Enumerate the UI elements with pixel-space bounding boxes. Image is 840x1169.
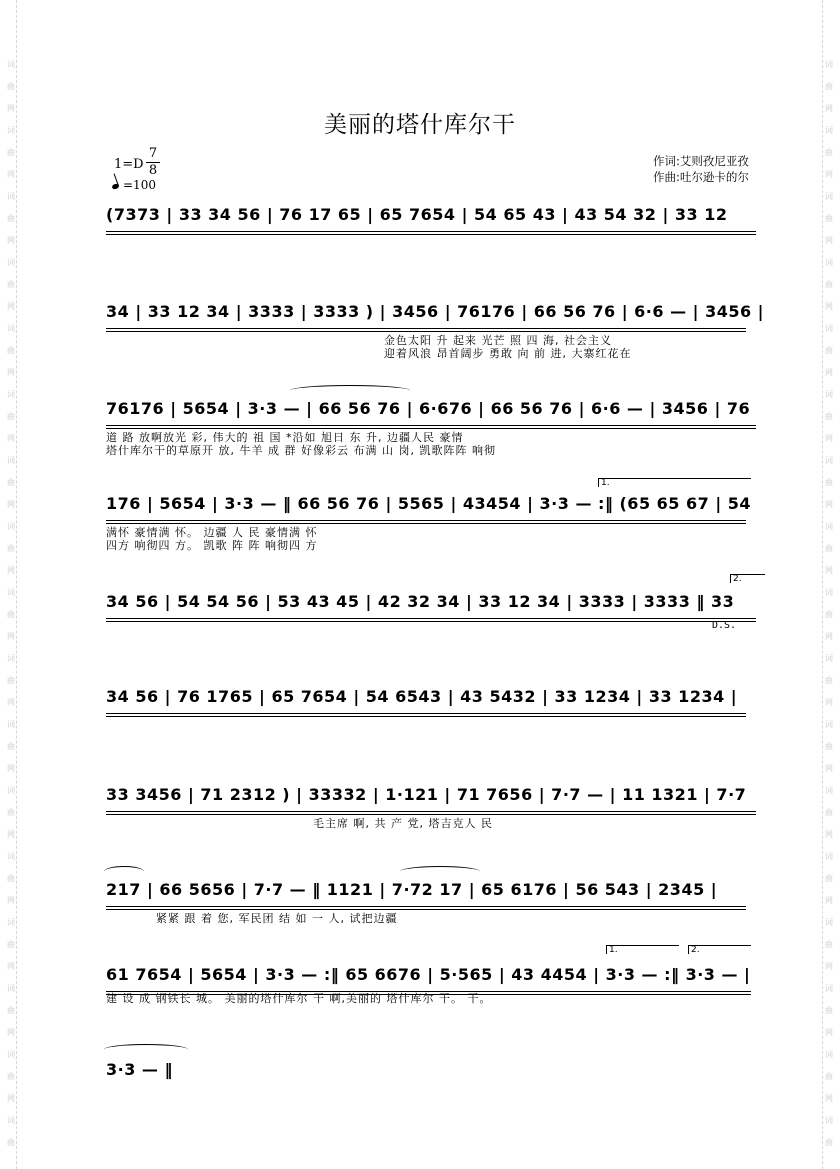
watermark-glyph: 词 [7, 456, 15, 465]
quarter-note-icon [111, 183, 119, 190]
watermark-glyph: 网 [825, 236, 833, 245]
watermark-glyph: 词 [7, 258, 15, 267]
watermark-glyph: 曲 [825, 412, 833, 421]
watermark-glyph: 词 [825, 654, 833, 663]
watermark-glyph: 曲 [7, 874, 15, 883]
notation-line: 176 | 5654 | 3·3 — ‖ 66 56 76 | 5565 | 43454 | 3·3 — :‖ (65 65 67 | 54 [106, 494, 751, 513]
volta-bracket-2: 2. [730, 574, 765, 583]
watermark-glyph: 曲 [7, 808, 15, 817]
watermark-glyph: 曲 [825, 742, 833, 751]
watermark-glyph: 词 [825, 522, 833, 531]
watermark-glyph: 网 [7, 962, 15, 971]
composer-credit: 作曲:吐尔逊卡的尔 [653, 170, 749, 184]
notation-line: (7373 | 33 34 56 | 76 17 65 | 65 7654 | 54 65 43 | 43 54 32 | 33 12 [106, 205, 728, 224]
slur [290, 385, 410, 396]
watermark-glyph: 网 [7, 896, 15, 905]
tempo-marking [112, 178, 156, 192]
watermark-glyph: 词 [825, 258, 833, 267]
watermark-glyph: 网 [7, 632, 15, 641]
lyric-line: 建 设 成 钢铁长 城。 美丽的塔什库尔 干 啊,美丽的 塔什库尔 干。 干。 [106, 992, 492, 1005]
watermark-glyph: 曲 [825, 874, 833, 883]
notation-line: 33 3456 | 71 2312 ) | 33332 | 1·121 | 71 7656 | 7·7 — | 11 1321 | 7·7 [106, 785, 747, 804]
watermark-glyph: 曲 [7, 1138, 15, 1147]
watermark-glyph: 词 [825, 984, 833, 993]
watermark-glyph: 词 [7, 852, 15, 861]
watermark-glyph: 曲 [7, 610, 15, 619]
notation-line: 34 56 | 76 1765 | 65 7654 | 54 6543 | 43 5432 | 33 1234 | 33 1234 | [106, 687, 738, 706]
left-watermark-strip [0, 0, 22, 1169]
watermark-glyph: 词 [825, 324, 833, 333]
watermark-glyph: 词 [7, 918, 15, 927]
beam-underline [106, 231, 756, 235]
lyric-verse-1: 金色太阳 升 起来 光芒 照 四 海, 社会主义 [384, 334, 612, 347]
watermark-glyph: 词 [825, 852, 833, 861]
watermark-glyph: 曲 [825, 214, 833, 223]
watermark-glyph: 词 [825, 126, 833, 135]
watermark-glyph: 词 [825, 786, 833, 795]
time-signature [146, 146, 160, 179]
lyric-line: 紧紧 跟 着 您, 军民团 结 如 一 人, 试把边疆 [156, 912, 398, 925]
watermark-glyph: 网 [7, 764, 15, 773]
notation-line: 76176 | 5654 | 3·3 — | 66 56 76 | 6·676 | 66 56 76 | 6·6 — | 3456 | 76 [106, 399, 751, 418]
watermark-glyph: 词 [825, 1116, 833, 1125]
watermark-glyph: 曲 [7, 214, 15, 223]
notation-line: 34 56 | 54 54 56 | 53 43 45 | 42 32 34 | 33 12 34 | 3333 | 3333 ‖ 33 [106, 592, 735, 611]
slur [104, 1044, 188, 1055]
lyric-verse-1: 满怀 豪情满 怀。 边疆 人 民 豪情满 怀 [106, 526, 318, 539]
watermark-glyph: 网 [825, 632, 833, 641]
volta-bracket-2: 2. [688, 945, 751, 954]
beam-underline [106, 618, 756, 622]
watermark-glyph: 曲 [7, 478, 15, 487]
watermark-glyph: 曲 [825, 148, 833, 157]
watermark-glyph: 词 [7, 390, 15, 399]
watermark-glyph: 曲 [7, 1072, 15, 1081]
watermark-glyph: 网 [825, 1028, 833, 1037]
watermark-glyph: 词 [7, 60, 15, 69]
notation-line: 34 | 33 12 34 | 3333 | 3333 ) | 3456 | 76176 | 66 56 76 | 6·6 — | 3456 | [106, 302, 765, 321]
watermark-glyph: 词 [825, 60, 833, 69]
watermark-glyph: 网 [825, 698, 833, 707]
watermark-glyph: 曲 [7, 1006, 15, 1015]
dal-segno-mark: D.S. [712, 620, 737, 631]
watermark-glyph: 曲 [7, 544, 15, 553]
watermark-glyph: 词 [825, 588, 833, 597]
watermark-glyph: 词 [825, 918, 833, 927]
lyric-line: 毛主席 啊, 共 产 党, 塔吉克人 民 [313, 817, 493, 830]
watermark-glyph: 词 [7, 1050, 15, 1059]
watermark-glyph: 网 [825, 104, 833, 113]
lyric-verse-1: 道 路 放啊放光 彩, 伟大的 祖 国 *沿如 旭日 东 升, 边疆人民 豪情 [106, 431, 464, 444]
watermark-glyph: 网 [825, 434, 833, 443]
watermark-glyph: 网 [825, 368, 833, 377]
watermark-glyph: 网 [7, 302, 15, 311]
volta-bracket-1: 1. [606, 945, 679, 954]
watermark-glyph: 词 [7, 126, 15, 135]
watermark-glyph: 词 [825, 456, 833, 465]
watermark-glyph: 曲 [825, 808, 833, 817]
watermark-glyph: 词 [7, 984, 15, 993]
slur [400, 866, 480, 877]
volta-bracket-1: 1. [598, 478, 751, 487]
watermark-glyph: 网 [825, 302, 833, 311]
meter-top: 7 [148, 146, 158, 161]
watermark-glyph: 网 [7, 1094, 15, 1103]
watermark-glyph: 词 [7, 192, 15, 201]
watermark-glyph: 网 [7, 236, 15, 245]
watermark-glyph: 词 [7, 720, 15, 729]
beam-underline [106, 713, 746, 717]
watermark-glyph: 网 [7, 104, 15, 113]
watermark-glyph: 曲 [7, 280, 15, 289]
watermark-glyph: 网 [7, 698, 15, 707]
watermark-glyph: 网 [7, 566, 15, 575]
watermark-glyph: 词 [7, 1116, 15, 1125]
right-watermark-strip [818, 0, 840, 1169]
notation-line: 3·3 — ‖ [106, 1060, 173, 1079]
watermark-glyph: 曲 [7, 676, 15, 685]
watermark-glyph: 网 [825, 962, 833, 971]
watermark-glyph: 曲 [7, 346, 15, 355]
watermark-glyph: 网 [7, 1028, 15, 1037]
watermark-glyph: 曲 [7, 82, 15, 91]
watermark-glyph: 曲 [7, 148, 15, 157]
watermark-glyph: 网 [7, 500, 15, 509]
lyricist-credit: 作词:艾则孜尼亚孜 [653, 154, 749, 168]
lyric-verse-2: 塔什库尔干的草原开 放, 牛羊 成 群 好像彩云 布满 山 岗, 凯歌阵阵 响彻 [106, 444, 496, 457]
watermark-glyph: 词 [7, 654, 15, 663]
lyric-verse-2: 迎着风浪 昂首阔步 勇敢 向 前 进, 大寨红花在 [384, 347, 632, 360]
key-signature: 1=D [114, 157, 144, 172]
watermark-glyph: 曲 [825, 676, 833, 685]
watermark-glyph: 曲 [7, 412, 15, 421]
watermark-glyph: 曲 [825, 280, 833, 289]
watermark-glyph: 曲 [7, 940, 15, 949]
watermark-glyph: 词 [7, 522, 15, 531]
watermark-glyph: 网 [7, 170, 15, 179]
watermark-glyph: 曲 [7, 742, 15, 751]
watermark-glyph: 网 [825, 896, 833, 905]
watermark-glyph: 网 [825, 170, 833, 179]
watermark-glyph: 网 [7, 434, 15, 443]
watermark-glyph: 网 [825, 500, 833, 509]
watermark-glyph: 词 [7, 588, 15, 597]
tempo-value: =100 [123, 178, 156, 192]
watermark-glyph: 词 [825, 390, 833, 399]
watermark-glyph: 网 [825, 830, 833, 839]
watermark-glyph: 网 [825, 566, 833, 575]
watermark-glyph: 曲 [825, 82, 833, 91]
watermark-glyph: 网 [7, 368, 15, 377]
meter-bottom: 8 [146, 162, 160, 179]
notation-line: 217 | 66 5656 | 7·7 — ‖ 1121 | 7·72 17 | 65 6176 | 56 543 | 2345 | [106, 880, 718, 899]
watermark-glyph: 曲 [825, 1138, 833, 1147]
score-title: 美丽的塔什库尔干 [324, 112, 516, 138]
watermark-glyph: 词 [825, 192, 833, 201]
watermark-glyph: 词 [825, 1050, 833, 1059]
watermark-glyph: 网 [7, 830, 15, 839]
watermark-glyph: 曲 [825, 940, 833, 949]
lyric-verse-2: 四方 响彻四 方。 凯歌 阵 阵 响彻四 方 [106, 539, 318, 552]
watermark-glyph: 网 [825, 1094, 833, 1103]
watermark-glyph: 曲 [825, 346, 833, 355]
slur [104, 866, 144, 877]
watermark-glyph: 词 [7, 786, 15, 795]
watermark-glyph: 词 [7, 324, 15, 333]
watermark-glyph: 网 [825, 764, 833, 773]
watermark-glyph: 曲 [825, 544, 833, 553]
notation-line: 61 7654 | 5654 | 3·3 — :‖ 65 6676 | 5·565 | 43 4454 | 3·3 — :‖ 3·3 — | [106, 965, 751, 984]
watermark-glyph: 曲 [825, 1006, 833, 1015]
watermark-glyph: 词 [825, 720, 833, 729]
watermark-glyph: 曲 [825, 610, 833, 619]
watermark-glyph: 曲 [825, 478, 833, 487]
watermark-glyph: 曲 [825, 1072, 833, 1081]
